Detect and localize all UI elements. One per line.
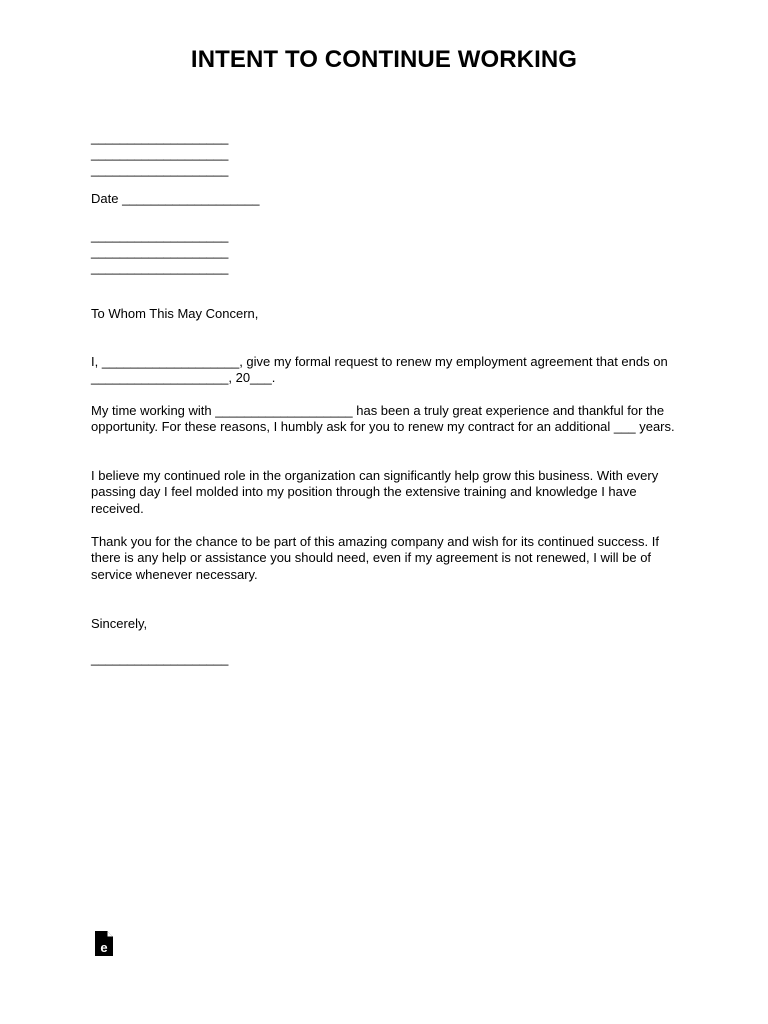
paragraph-request: I, ___________________, give my formal request to renew my employment agreement that ends on ___________________, 20___. (91, 354, 668, 386)
date-line: Date ___________________ (91, 191, 260, 206)
signature-line: ___________________ (91, 651, 229, 666)
svg-text:e: e (100, 940, 108, 955)
sender-line-3: ___________________ (91, 162, 229, 177)
closing: Sincerely, (91, 616, 148, 631)
sender-line-1: ___________________ (91, 130, 229, 145)
salutation: To Whom This May Concern, (91, 306, 259, 321)
paragraph-experience: My time working with ___________________ has been a truly great experience and thankful for the opportunity. For these reasons, I humbly ask for you to renew my contract for an additional ___ years. (91, 403, 675, 435)
paragraph-thanks: Thank you for the chance to be part of this amazing company and wish for its continued success. If there is any help or assistance you should need, even if my agreement is not renewed, I will be of service whenever necessary. (91, 534, 659, 582)
sender-line-2: ___________________ (91, 146, 229, 161)
recipient-line-2: ___________________ (91, 244, 229, 259)
recipient-line-1: ___________________ (91, 228, 229, 243)
paragraph-continued-role: I believe my continued role in the organization can significantly help grow this business. With every passing day I feel molded into my position through the extensive training and knowledge I have received. (91, 468, 659, 516)
recipient-line-3: ___________________ (91, 260, 229, 275)
document-title: INTENT TO CONTINUE WORKING (190, 46, 578, 73)
document-e-icon (94, 930, 114, 957)
